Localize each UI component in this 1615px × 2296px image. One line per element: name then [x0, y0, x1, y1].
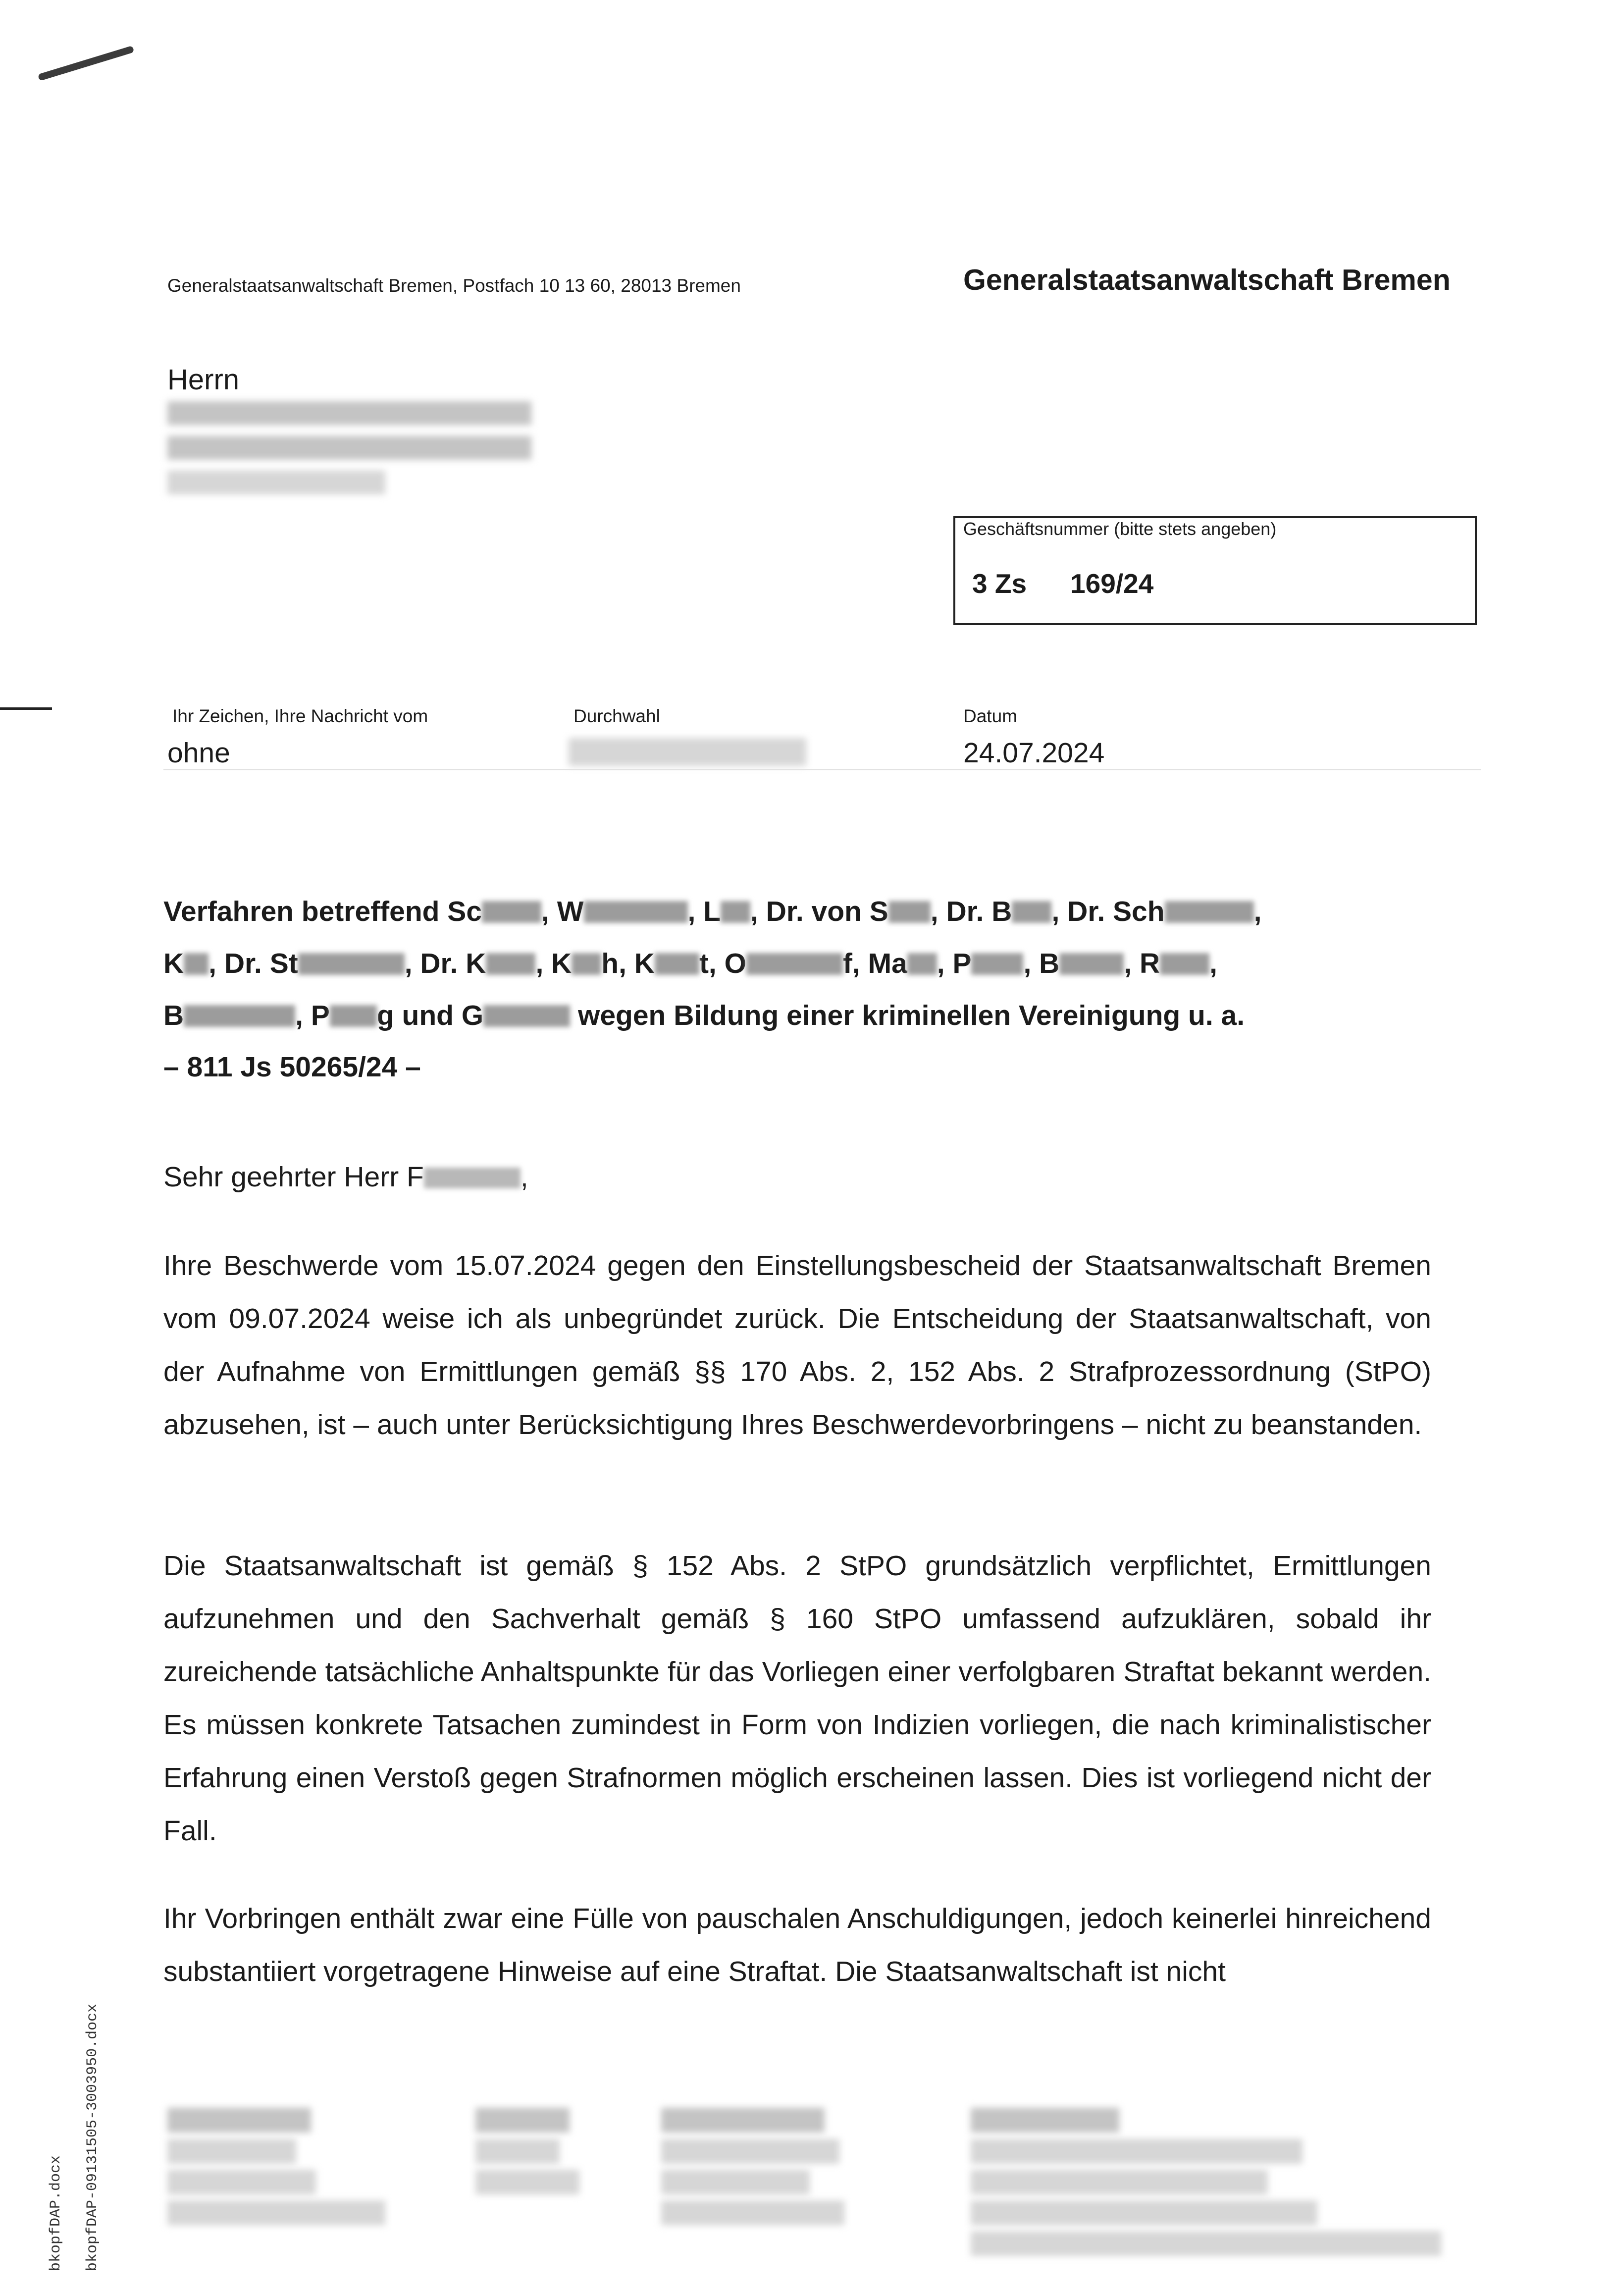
- authority-name: Generalstaatsanwaltschaft Bremen: [963, 264, 1451, 296]
- side-document-id: bkopfDAP-09131505-3003950.docx: [84, 2003, 101, 2271]
- subject-line-3: B , P g und G wegen Bildung einer kriminellen Vereinigung u. a.: [163, 1000, 1245, 1031]
- body-paragraph-3: Ihr Vorbringen enthält zwar eine Fülle von pauschalen Anschuldigungen, jedoch keinerlei hinreichend substantiiert vorgetragene Hinweise auf eine Straftat. Die Staatsanwaltschaft ist nicht: [163, 1903, 1431, 1987]
- subject-block: [163, 886, 1446, 1042]
- body-paragraph-1: Ihre Beschwerde vom 15.07.2024 gegen den Einstellungsbescheid der Staatsanwaltschaft Bremen vom 09.07.2024 weise ich als unbegründet zurück. Die Entscheidung der Staatsanwaltschaft, von der Aufnahme von Ermittlungen gemäß §§ 170 Abs. 2, 152 Abs. 2 Strafprozessordnung (StPO) abzusehen, ist – auch unter Berücksichtigung Ihres Beschwerdevorbringens – nicht zu beanstanden.: [163, 1250, 1431, 1441]
- reference-number-part1: 3 Zs: [972, 568, 1027, 599]
- recipient-salutation: Herrn: [167, 364, 240, 396]
- your-reference-value: ohne: [167, 737, 230, 769]
- your-reference-label: Ihr Zeichen, Ihre Nachricht vom: [172, 706, 428, 726]
- extension-value-redacted: [569, 738, 806, 766]
- reference-number-part2: 169/24: [1070, 568, 1154, 599]
- reference-number: [972, 568, 1153, 599]
- sender-return-address: Generalstaatsanwaltschaft Bremen, Postfach 10 13 60, 28013 Bremen: [167, 275, 741, 296]
- fold-mark: [0, 707, 52, 710]
- subject-line-1: Verfahren betreffend Sc , W , L , Dr. von S , Dr. B , Dr. Sch ,: [163, 896, 1262, 927]
- date-label: Datum: [963, 706, 1017, 726]
- meta-divider: [163, 769, 1481, 770]
- body-paragraph-2: Die Staatsanwaltschaft ist gemäß § 152 Abs. 2 StPO grundsätzlich verpflichtet, Ermittlungen aufzunehmen und den Sachverhalt gemäß § 160 StPO umfassend aufzuklären, sobald ihr zureichende tatsächliche Anhaltspunkte für das Vorliegen einer verfolgbaren Straftat bekannt werden. Es müssen konkrete Tatsachen zumindest in Form von Indizien vorliegen, die nach kriminalistischer Erfahrung einen Verstoß gegen Strafnormen möglich erscheinen lassen. Dies ist vorliegend nicht der Fall.: [163, 1550, 1431, 1847]
- extension-label: Durchwahl: [573, 706, 660, 726]
- subject-line-2: K , Dr. St , Dr. K , K h, K t, O f, Ma , P , B , R ,: [163, 948, 1218, 979]
- date-value: 24.07.2024: [963, 737, 1105, 769]
- case-file-reference: – 811 Js 50265/24 –: [163, 1051, 421, 1083]
- reference-number-label: Geschäftsnummer (bitte stets angeben): [963, 519, 1277, 539]
- side-template-name: bkopfDAP.docx: [48, 2155, 64, 2271]
- pen-mark: [38, 46, 134, 81]
- greeting: Sehr geehrter Herr F ,: [163, 1161, 528, 1193]
